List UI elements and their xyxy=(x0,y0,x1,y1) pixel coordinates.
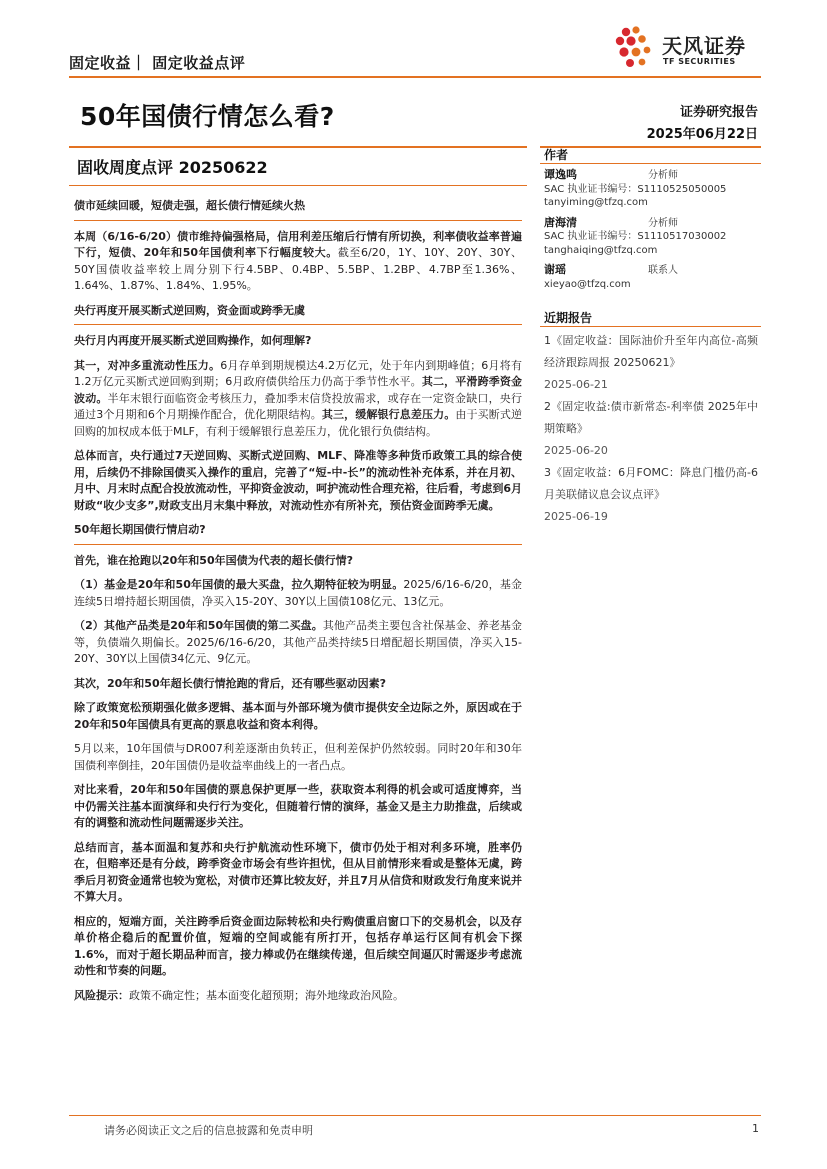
footer-divider xyxy=(69,1115,761,1116)
analyst-role: 联系人 xyxy=(648,265,678,276)
recent-reports-heading: 近期报告 xyxy=(544,311,593,325)
recent-report-date: 2025-06-19 xyxy=(544,510,608,523)
paragraph: 总体而言，央行通过7天逆回购、买断式逆回购、MLF、降准等多种货币政策工具的综合使用，后续仍不排除国债买入操作的重启，完善了“短-中-长”的流动性补充体系，并在月初、月中、月末时点配合投放流动性，平抑资金波动，呵护流动性合理充裕，往后看，考虑到6月财政“收少支多”,财政支出月末集中释放，对流动性亦有所补充，预估资金面跨季无虞。 xyxy=(74,449,522,512)
recent-report-item[interactable] xyxy=(544,396,758,462)
report-category: 固定收益｜ 固定收益点评 xyxy=(69,54,246,72)
report-title: 50年国债行情怎么看? xyxy=(80,102,335,131)
footer-disclaimer: 请务必阅读正文之后的信息披露和免责申明 xyxy=(104,1124,313,1137)
risk-warning: 风险提示：政策不确定性；基本面变化超预期；海外地缘政治风险。 xyxy=(74,988,404,1002)
report-type: 证券研究报告 xyxy=(679,105,758,120)
header-divider xyxy=(69,76,761,78)
analyst-email[interactable]: xieyao@tfzq.com xyxy=(544,278,631,290)
analyst-name: 谢瑶 xyxy=(544,263,566,276)
section-heading: 央行再度开展买断式逆回购，资金面或跨季无虞 xyxy=(74,303,522,326)
subtitle-divider xyxy=(69,185,527,186)
analyst-email[interactable]: tanghaiqing@tfzq.com xyxy=(544,244,658,256)
recent-report-title[interactable]: 3《固定收益：6月FOMC：降息门槛仍高-6月美联储议息会议点评》 xyxy=(544,466,758,501)
main-content xyxy=(74,198,522,1004)
section-question: 央行月内再度开展买断式逆回购操作，如何理解? xyxy=(74,334,312,347)
analyst-email[interactable]: tanyiming@tfzq.com xyxy=(544,197,648,208)
paragraph: （2）其他产品类是20年和50年国债的第二买盘。其他产品类主要包含社保基金、养老基金等，负债端久期偏长。2025/6/16-6/20，其他产品类持续5日增配超长期国债，净买入15-20Y、30Y以上国债34亿元、9亿元。 xyxy=(74,619,522,665)
paragraph: 5月以来，10年国债与DR007利差逐渐由负转正，但利差保护仍然较弱。同时20年和30年国债利率倒挂，20年国债仍是收益率曲线上的一者凸点。 xyxy=(74,742,522,772)
paragraph: 其一，对冲多重流动性压力。6月存单到期规模达4.2万亿元，处于年内到期峰值；6月将有1.2万亿元买断式逆回购到期；6月政府债供给压力仍高于季节性水平。其二，平滑跨季资金波动。半年末银行面临资金考核压力，叠加季末信贷投放需求，或存在一定资金缺口，央行通过3个月期和6个月期操作配合，优化期限结构。其三，缓解银行息差压力。由于买断式逆回购的加权成本低于MLF，有利于缓解银行息差压力，优化银行负债结构。 xyxy=(74,358,523,438)
recent-reports-divider xyxy=(540,326,761,327)
paragraph: 本周（6/16-6/20）债市维持偏强格局，信用利差压缩后行情有所切换，利率债收益率普遍下行，短债、20年和50年国债利率下行幅度较大。截至6/20，1Y、10Y、20Y、30Y、50Y国债收益率较上周分别下行4.5BP、0.4BP、5.5BP、1.2BP、4.7BP至1.36%、1.64%、1.87%、1.84%、1.95%。 xyxy=(74,229,522,292)
page-number: 1 xyxy=(752,1122,759,1135)
report-subtitle: 固收周度点评 20250622 xyxy=(77,158,268,177)
analyst-cert: SAC 执业证书编号：S1110525050005 xyxy=(544,183,727,195)
analyst-name: 谭逸鸣 xyxy=(544,168,577,181)
analyst-entry xyxy=(544,263,760,291)
section-question: 其次，20年和50年超长债行情抢跑的背后，还有哪些驱动因素? xyxy=(74,676,386,690)
paragraph: （1）基金是20年和50年国债的最大买盘，拉久期特征较为明显。2025/6/16-6/20，基金连续5日增持超长期国债，净买入15-20Y、30Y以上国债108亿元、13亿元。 xyxy=(74,578,522,608)
paragraph: 相应的，短端方面，关注跨季后资金面边际转松和央行购债重启窗口下的交易机会，以及存单价格企稳后的配置价值，短端的空间或能有所打开，包括存单运行区间有机会下探1.6%，而对于超长期品种而言，接力棒或仍在继续传递，但后续空间逼仄时需逐步考虑流动性和节奏的问题。 xyxy=(74,914,522,977)
brand-logo xyxy=(612,22,762,76)
recent-report-date: 2025-06-21 xyxy=(544,378,608,391)
section-question: 首先，谁在抢跑以20年和50年国债为代表的超长债行情? xyxy=(74,553,353,567)
analyst-name: 唐海清 xyxy=(544,215,577,229)
analyst-list xyxy=(544,168,760,291)
section-heading: 50年超长期国债行情启动? xyxy=(74,522,522,545)
analyst-entry xyxy=(544,168,760,216)
authors-heading: 作者 xyxy=(544,148,569,162)
title-divider xyxy=(69,146,527,148)
brand-name-en: TF SECURITIES xyxy=(663,57,736,66)
paragraph: 总结而言，基本面温和复苏和央行护航流动性环境下，债市仍处于相对利多环境，胜率仍在，但赔率还是有分歧，跨季资金市场会有些许担忧，但从目前情形来看或是整体无虞，跨季后月初资金通常也较为宽松，对债市还算比较友好，并且7月从信贷和财政发行角度来说并不算大月。 xyxy=(74,840,522,903)
analyst-role: 分析师 xyxy=(648,170,678,181)
brand-name-cn: 天风证券 xyxy=(662,34,746,58)
side-divider xyxy=(540,146,761,148)
recent-reports-list xyxy=(544,330,758,528)
logo-mark-icon xyxy=(612,24,658,70)
recent-report-title[interactable]: 1《固定收益：国际油价升至年内高位-高频经济跟踪周报 20250621》 xyxy=(544,334,758,369)
recent-report-item[interactable] xyxy=(544,330,758,396)
analyst-role: 分析师 xyxy=(648,217,678,229)
analyst-cert: SAC 执业证书编号：S1110517030002 xyxy=(544,231,727,242)
recent-report-title[interactable]: 2《固定收益:债市新常态-利率债 2025年中期策略》 xyxy=(544,400,758,435)
analyst-entry xyxy=(544,216,760,264)
recent-report-item[interactable] xyxy=(544,462,758,528)
recent-report-date: 2025-06-20 xyxy=(544,444,608,457)
authors-divider xyxy=(540,163,761,164)
paragraph: 对比来看，20年和50年国债的票息保护更厚一些，获取资本利得的机会或可适度博弈，当中仍需关注基本面演绎和央行行为变化，但随着行情的演绎，基金又是主力助推盘，后续或有的调整和流动性问题需逐步关注。 xyxy=(74,783,522,829)
paragraph: 除了政策宽松预期强化做多逻辑、基本面与外部环境为债市提供安全边际之外，原因或在于20年和50年国债具有更高的票息收益和资本利得。 xyxy=(74,701,522,731)
section-heading: 债市延续回暖，短债走强，超长债行情延续火热 xyxy=(74,198,522,221)
report-date: 2025年06月22日 xyxy=(646,127,758,142)
